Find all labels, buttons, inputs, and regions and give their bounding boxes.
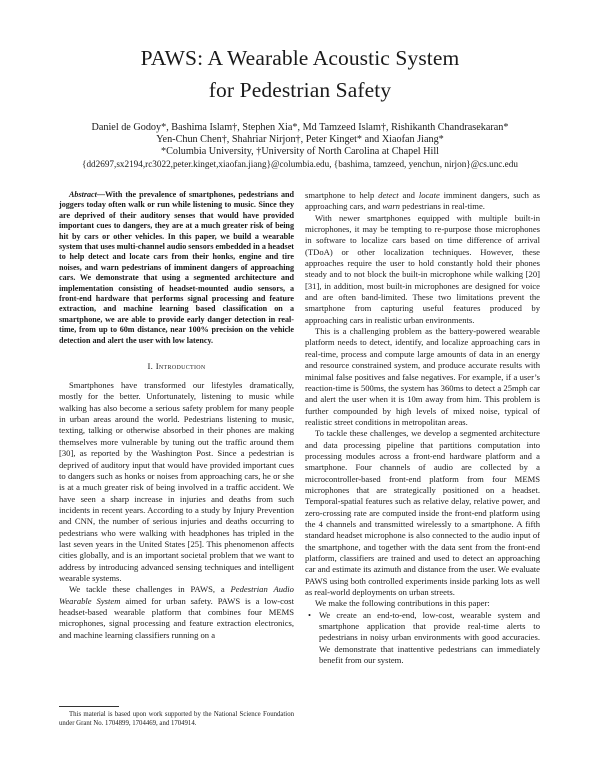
emphasis: locate bbox=[418, 190, 440, 200]
emphasis: warn bbox=[382, 201, 400, 212]
intro-paragraph-6: We make the following contributions in this paper: bbox=[315, 598, 490, 609]
text-span: aimed for urban safety. PAWS is a low-cost headset-based wearable platform that combines four MEMS microphones, signal processing and feature extraction electronics, and machine learning classifiers running on a bbox=[59, 595, 294, 640]
authors-line2: Yen-Chun Chen†, Shahriar Nirjon†, Peter Kinget* and Xiaofan Jiang* bbox=[156, 134, 444, 145]
section-heading bbox=[59, 361, 294, 371]
text-span: pedestrians in real-time. bbox=[399, 201, 485, 212]
authors-line1: Daniel de Godoy*, Bashima Islam†, Stephen Xia*, Md Tamzeed Islam†, Rishikanth Chandrasekaran* bbox=[91, 122, 509, 133]
contributions-list bbox=[305, 610, 540, 667]
right-column bbox=[305, 190, 540, 666]
section-title: Introduction bbox=[155, 361, 206, 372]
abstract-text: —With the prevalence of smartphones, pedestrians and joggers today often walk or run while listening to music. Since they are deprived of their auditory senses that would have provided important cues to dangers, they are at a much greater risk of being hit by cars or other vehicles. In this paper, we build a wearable system that uses multi-channel audio sensors embedded in a headset to help detect and locate cars from their honks, engine and tire noises, and warn pedestrians of imminent dangers of approaching cars. We demonstrate that using a segmented architecture and implementation consisting of headset-mounted audio sensors, a front-end hardware that performs signal processing and feature extraction, and machine learning based classification on a smartphone, we are able to provide early danger detection in real-time, from up to 60m distance, near 100% precision on the vehicle detection and alert the user with low latency. bbox=[59, 190, 294, 345]
system-name-emphasis: Pedestrian Audio Wearable System bbox=[59, 584, 294, 606]
intro-paragraph-5: To tackle these challenges, we develop a segmented architecture and data processing pipeline that partitions computation into processing modules across a front-end hardware platform and a smartphone. Four channels of audio are collected by a microcontroller-based front-end platform from four MEMS microphones that are strategically positioned on a headset. Temporal-spatial features such as relative delay, relative power, and zero-crossing rate are computed inside the front-end platform using the 4 channels and transmitted wirelessly to a smartphone. A fifth standard headset microphone is also connected to the audio input of the smartphone, and together with the data sent from the front-end platform, classifiers are trained and used to detect an approaching car and estimate its azimuth and distance from the user. We evaluate PAWS using both controlled experiments inside parking lots as well as real-world deployments on urban streets. bbox=[305, 428, 540, 598]
abstract bbox=[59, 190, 294, 346]
abstract-lead: Abstract bbox=[69, 190, 97, 199]
text-span: We tackle these challenges in PAWS, a bbox=[69, 584, 231, 595]
paper-title-line2: for Pedestrian Safety bbox=[208, 78, 392, 102]
left-column bbox=[59, 190, 294, 641]
section-number: I. bbox=[147, 361, 154, 372]
text-span: smartphone to help bbox=[305, 190, 379, 200]
affiliation: *Columbia University, †University of North Carolina at Chapel Hill bbox=[160, 146, 440, 157]
intro-paragraph-3: With newer smartphones equipped with multiple built-in microphones, it may be tempting to re-purpose those microphones in software to localize cars based on time difference of arrival (TDoA) or other localization techniques. However, these approaches require the user to hold constantly hold their phones steady and to not block the built-in microphone while walking [20] [31], in addition, most built-in microphones are designed for voice and are often band-limited. These two limitations prevent the smartphone from capturing useful features produced by approaching cars in realistic urban environments. bbox=[305, 212, 540, 325]
author-emails: {dd2697,sx2194,rc3022,peter.kinget,xiaofan.jiang}@columbia.edu, {bashima, tamzeed, yenchun, nirjon}@cs.unc.edu bbox=[82, 159, 518, 169]
intro-paragraph-2-cont bbox=[305, 190, 540, 213]
contribution-item: • We create an end-to-end, low-cost, wearable system and smartphone application that provide real-time alerts to pedestrians in noisy urban environments with good accuracies. We demonstrate that inattentive pedestrians can immediately benefit from our system. bbox=[319, 610, 540, 667]
emphasis: detect bbox=[378, 190, 399, 200]
intro-paragraph-1: Smartphones have transformed our lifestyles dramatically, mostly for the better. Unfortunately, listening to music while walking has also become a serious safety problem for many people in urban areas around the world. Pedestrians listening to music, texting, talking or otherwise absorbed in their phones are making themselves more vulnerable by tuning out the traffic around them [30], as reported by the Washington Post. Since a pedestrian is deprived of auditory input that would have provided important cues to dangers such as honks or noises from approaching cars, he or she is at a much greater risk of being involved in a traffic accident. We have seen a sharp increase in injuries and deaths from such incidents in recent years. According to a study by Injury Prevention and CNN, the number of serious injuries and deaths occurring to pedestrians who were walking with headphones has tripled in the last seven years in the United States [25]. This phenomenon affects cities globally, and is an important societal problem that we want to address by introducing advanced sensing techniques and intelligent wearable systems. bbox=[59, 380, 294, 583]
footnote: This material is based upon work supported by the National Science Foundation under Grant No. 1704899, 1704469, and 1704914. bbox=[59, 711, 294, 727]
footnote-divider bbox=[59, 706, 119, 707]
paper-title-line1: PAWS: A Wearable Acoustic System bbox=[140, 46, 460, 70]
intro-paragraph-2 bbox=[59, 584, 294, 641]
text-span: imminent dangers, such as approaching cars, and bbox=[305, 190, 540, 212]
text-span: and bbox=[398, 190, 419, 200]
intro-paragraph-4: This is a challenging problem as the battery-powered wearable platform needs to detect, identify, and localize approaching cars in real-time, process and compute large amounts of data in an energy and resource constrained system, and produce accurate results with minimal false positives and false negatives. For example, if a user’s reaction-time is 500ms, the system has 360ms to detect a 25mph car and alert the user when it is 10m away from him. This problem is further compounded by high levels of mixed noise, typical of realistic street conditions in metropolitan areas. bbox=[305, 326, 540, 427]
